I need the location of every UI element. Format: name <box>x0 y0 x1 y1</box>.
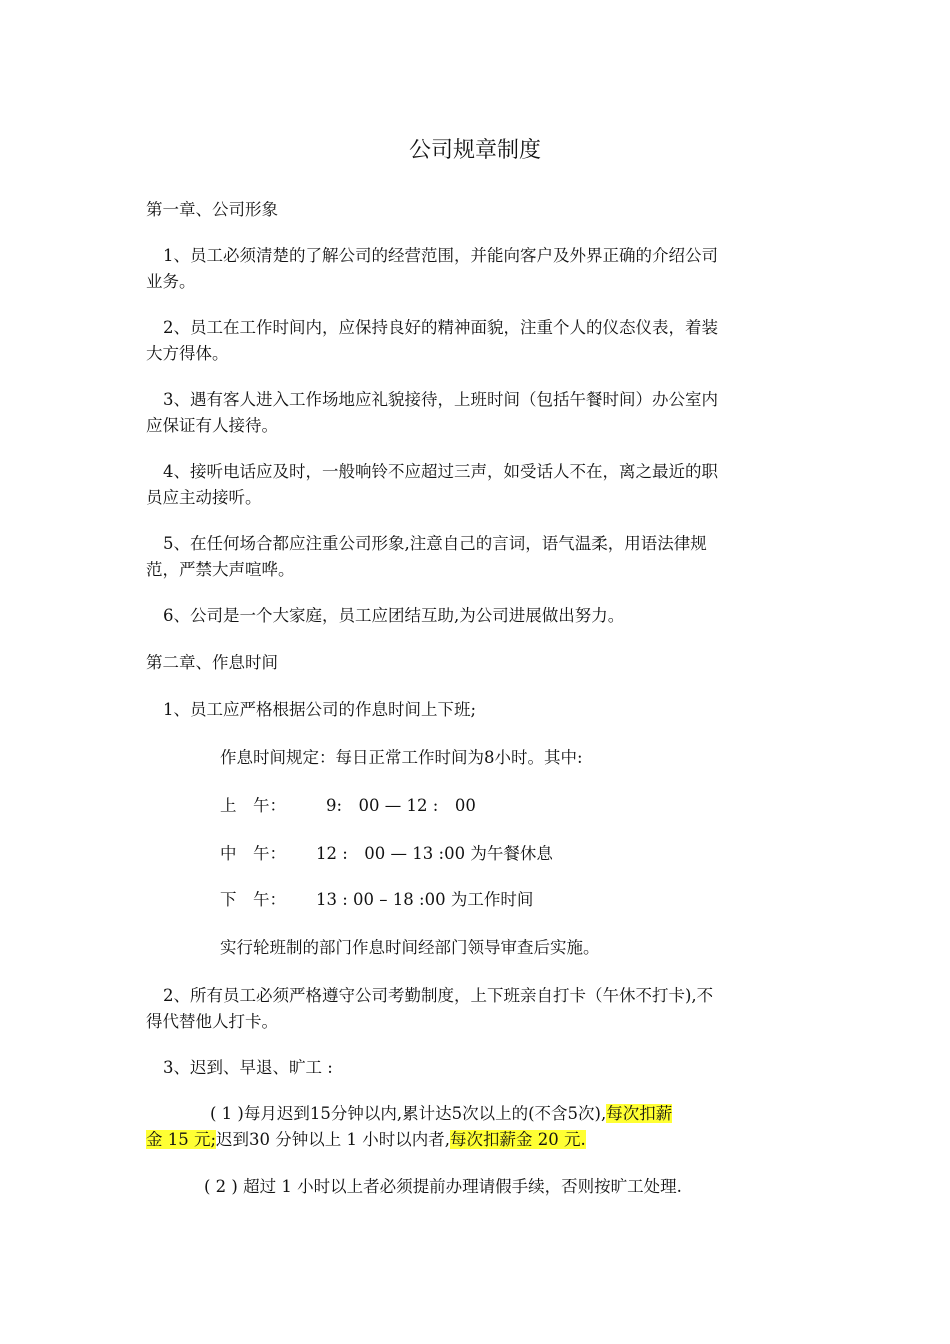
chapter1-item4-line2: 员应主动接听。 <box>146 488 262 507</box>
penalty-rule-1-line1 <box>210 1102 672 1126</box>
schedule-afternoon-label: 下 午： <box>220 890 286 909</box>
schedule-morning-time: 9: 00 — 12 : 00 <box>326 796 476 815</box>
chapter1-item2-line1: 2、员工在工作时间内，应保持良好的精神面貌，注重个人的仪态仪表，着装 <box>163 318 718 337</box>
chapter1-item4-line1: 4、接听电话应及时，一般响铃不应超过三声，如受话人不在，离之最近的职 <box>163 462 718 481</box>
chapter1-item1-line1: 1、员工必须清楚的了解公司的经营范围，并能向客户及外界正确的介绍公司 <box>163 246 718 265</box>
penalty-rule-1-text-a: ( 1 )每月迟到15分钟以内,累计达5次以上的(不含5次) <box>210 1104 601 1123</box>
chapter2-item3: 3、迟到、早退、旷工 : <box>163 1058 333 1077</box>
schedule-noon-label: 中 午： <box>220 844 286 863</box>
page-title: 公司规章制度 <box>408 138 541 163</box>
schedule-afternoon-time: 13 : 00 – 18 :00 为工作时间 <box>316 890 534 909</box>
highlight-penalty-15-end: 金 15 元; <box>146 1130 217 1149</box>
chapter2-item1: 1、员工应严格根据公司的作息时间上下班; <box>163 700 477 719</box>
chapter2-item2-line1: 2、所有员工必须严格遵守公司考勤制度，上下班亲自打卡（午休不打卡),不 <box>163 986 714 1005</box>
chapter1-item2-line2: 大方得体。 <box>146 344 229 363</box>
chapter1-item6: 6、公司是一个大家庭，员工应团结互助,为公司进展做出努力。 <box>163 606 625 625</box>
penalty-rule-1-text-c: 迟到30 分钟以上 1 小时以内者, <box>216 1130 451 1149</box>
chapter1-item3-line1: 3、遇有客人进入工作场地应礼貌接待，上班时间（包括午餐时间）办公室内 <box>163 390 718 409</box>
schedule-morning-label: 上 午： <box>220 796 286 815</box>
chapter1-heading: 第一章、公司形象 <box>146 200 278 219</box>
schedule-rule: 作息时间规定：每日正常工作时间为8小时。其中: <box>220 748 583 767</box>
penalty-rule-2: ( 2 ) 超过 1 小时以上者必须提前办理请假手续，否则按旷工处理. <box>204 1177 682 1196</box>
chapter2-item2-line2: 得代替他人打卡。 <box>146 1012 278 1031</box>
chapter1-item1-line2: 业务。 <box>146 272 196 291</box>
shift-note: 实行轮班制的部门作息时间经部门领导审查后实施。 <box>220 938 600 957</box>
penalty-rule-1-comma: , <box>600 1104 607 1123</box>
chapter1-item3-line2: 应保证有人接待。 <box>146 416 278 435</box>
chapter2-heading: 第二章、作息时间 <box>146 653 278 672</box>
chapter1-item5-line1: 5、在任何场合都应注重公司形象,注意自己的言词，语气温柔，用语法律规 <box>163 534 707 553</box>
chapter1-item5-line2: 范，严禁大声喧哗。 <box>146 560 295 579</box>
highlight-penalty-15-start: 每次扣薪 <box>606 1104 673 1123</box>
highlight-penalty-20: 每次扣薪金 20 元. <box>450 1130 586 1149</box>
penalty-rule-1-line2 <box>146 1128 586 1152</box>
schedule-noon-time: 12 : 00 — 13 :00 为午餐休息 <box>316 844 553 863</box>
